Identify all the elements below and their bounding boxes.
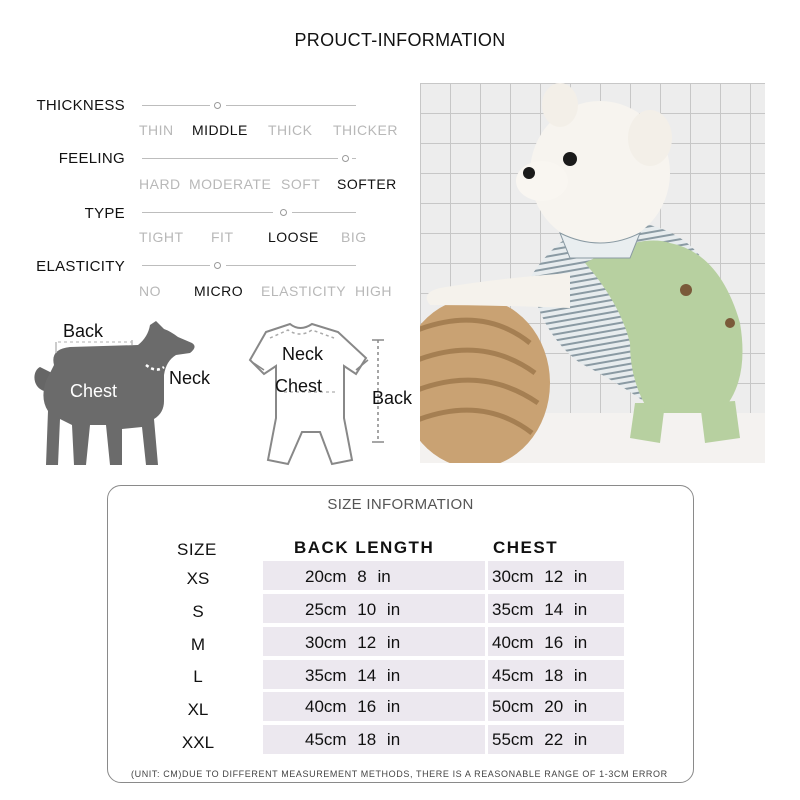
elasticity-indicator: [214, 262, 221, 269]
elasticity-label: ELASTICITY: [36, 258, 125, 275]
size-m: M: [190, 635, 206, 654]
measurement-note: (UNIT: CM)DUE TO DIFFERENT MEASUREMENT METHODS, THERE IS A REASONABLE RANGE OF 1-3CM ERROR: [131, 769, 668, 779]
size-s: S: [192, 602, 204, 621]
thickness-option-middle: MIDDLE: [192, 122, 248, 138]
feeling-option-hard: HARD: [139, 176, 181, 192]
garment-back-label: Back: [372, 388, 413, 408]
elasticity-scale-left: [142, 265, 210, 266]
garment-neck-label: Neck: [282, 344, 324, 364]
elasticity-option-micro: MICRO: [194, 283, 244, 299]
type-indicator: [280, 209, 287, 216]
dog-back-label: Back: [63, 321, 104, 341]
size-m-back-length: 30cm 12 in: [305, 633, 401, 652]
size-xl-back-length: 40cm 16 in: [305, 697, 401, 716]
type-label: TYPE: [84, 205, 125, 222]
thickness-indicator: [214, 102, 221, 109]
garment-chest-label: Chest: [275, 376, 323, 396]
size-l: L: [193, 667, 203, 686]
thickness-scale-left: [142, 105, 210, 106]
type-scale-left: [142, 212, 273, 213]
dog-silhouette-icon: [30, 315, 220, 475]
elasticity-scale-right: [226, 265, 356, 266]
size-xs-back-length: 20cm 8 in: [305, 567, 391, 586]
dog-photo: [420, 83, 765, 463]
back-length-column-header: BACK LENGTH: [294, 538, 435, 557]
size-xxl-back-length: 45cm 18 in: [305, 730, 401, 749]
feeling-indicator: [342, 155, 349, 162]
type-scale-right: [292, 212, 356, 213]
size-s-back-length: 25cm 10 in: [305, 600, 401, 619]
thickness-option-thick: THICK: [268, 122, 313, 138]
size-xl: XL: [187, 700, 209, 719]
elasticity-option-no: NO: [139, 283, 161, 299]
elasticity-option-elasticity: ELASTICITY: [261, 283, 347, 299]
thickness-scale-right: [226, 105, 356, 106]
feeling-option-softer: SOFTER: [337, 176, 397, 192]
type-option-fit: FIT: [211, 229, 234, 245]
thickness-label: THICKNESS: [36, 97, 125, 114]
feeling-scale-left: [142, 158, 338, 159]
size-column-header: SIZE: [177, 540, 217, 559]
feeling-scale-right: [352, 158, 356, 159]
page-title: PROUCT-INFORMATION: [294, 30, 506, 50]
type-option-loose: LOOSE: [268, 229, 319, 245]
size-m-chest: 40cm 16 in: [492, 633, 588, 652]
feeling-option-soft: SOFT: [281, 176, 321, 192]
dog-chest-label: Chest: [70, 381, 118, 401]
size-xxl-chest: 55cm 22 in: [492, 730, 588, 749]
size-xs-chest: 30cm 12 in: [492, 567, 588, 586]
elasticity-option-high: HIGH: [355, 283, 392, 299]
type-option-tight: TIGHT: [139, 229, 184, 245]
size-l-chest: 45cm 18 in: [492, 666, 588, 685]
type-option-big: BIG: [341, 229, 367, 245]
thickness-option-thicker: THICKER: [333, 122, 398, 138]
chest-column-header: CHEST: [493, 538, 559, 557]
size-l-back-length: 35cm 14 in: [305, 666, 401, 685]
size-xl-chest: 50cm 20 in: [492, 697, 588, 716]
size-s-chest: 35cm 14 in: [492, 600, 588, 619]
size-xs: XS: [186, 569, 210, 588]
dog-neck-label: Neck: [169, 368, 211, 388]
feeling-label: FEELING: [58, 150, 125, 167]
size-info-title: SIZE INFORMATION: [327, 496, 474, 513]
thickness-option-thin: THIN: [139, 122, 174, 138]
feeling-option-moderate: MODERATE: [189, 176, 272, 192]
size-xxl: XXL: [181, 733, 215, 752]
